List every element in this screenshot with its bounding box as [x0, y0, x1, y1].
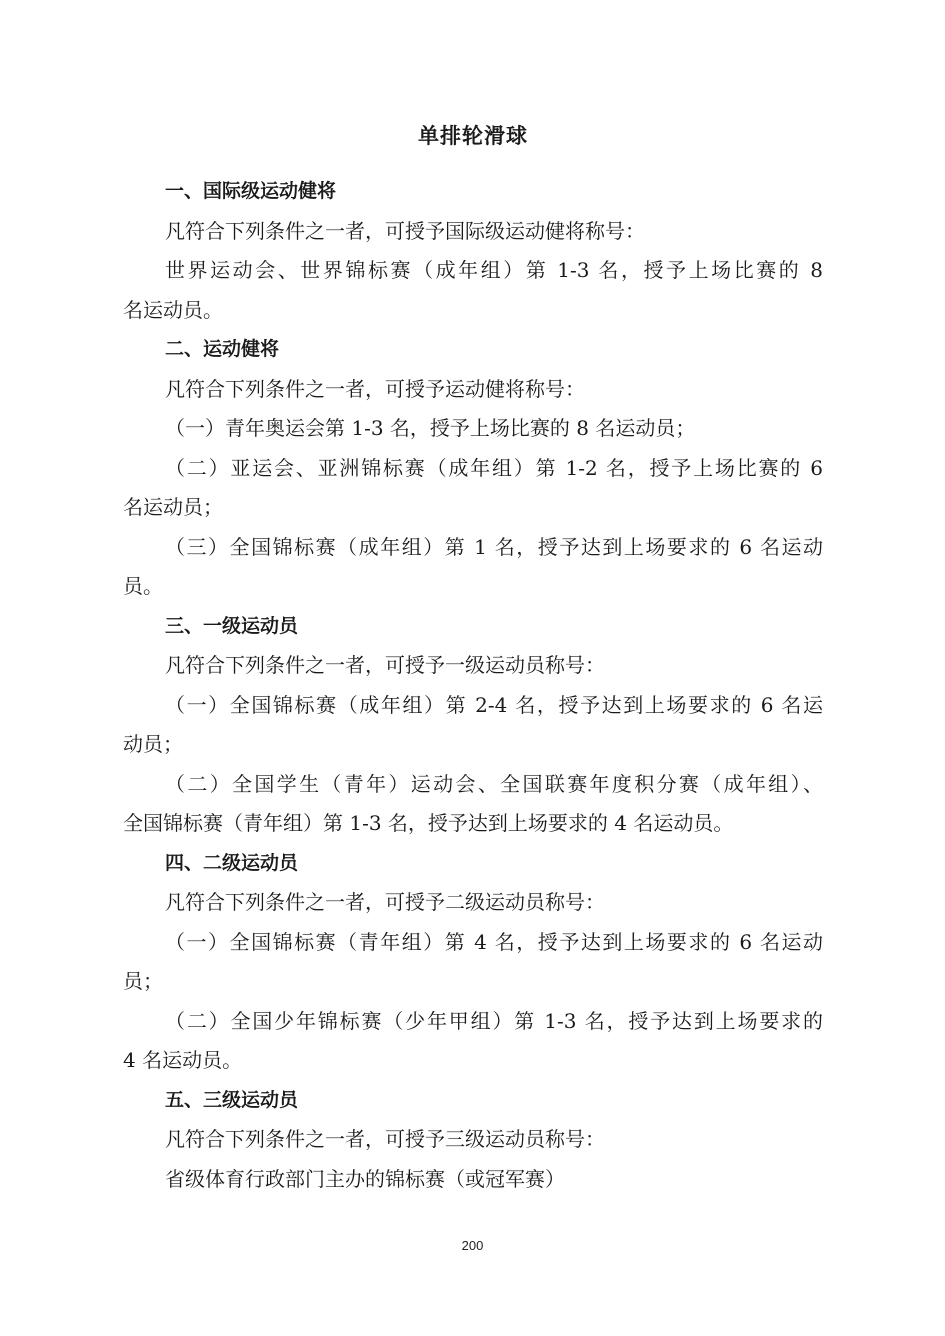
paragraph-continuation: 员；	[123, 969, 163, 993]
paragraph-line: 省级体育行政部门主办的锦标赛（或冠军赛）	[165, 1166, 565, 1191]
paragraph-continuation: 4 名运动员。	[123, 1048, 243, 1072]
page-number: 200	[461, 1238, 484, 1253]
paragraph-line: 世界运动会、世界锦标赛（成年组）第 1-3 名，授予上场比赛的 8	[165, 258, 823, 282]
section-heading: 五、三级运动员	[165, 1088, 299, 1111]
paragraph-continuation: 动员；	[123, 732, 183, 756]
paragraph-line: （二）全国少年锦标赛（少年甲组）第 1-3 名，授予达到上场要求的	[165, 1008, 823, 1033]
paragraph-line: 凡符合下列条件之一者，可授予二级运动员称号：	[165, 890, 605, 914]
paragraph-continuation: 名运动员；	[123, 495, 223, 519]
paragraph-line: 凡符合下列条件之一者，可授予国际级运动健将称号：	[165, 218, 645, 243]
paragraph-line: 凡符合下列条件之一者，可授予一级运动员称号：	[165, 653, 605, 677]
section-heading: 三、一级运动员	[165, 614, 299, 637]
paragraph-line: （二）亚运会、亚洲锦标赛（成年组）第 1-2 名，授予上场比赛的 6	[165, 455, 823, 480]
paragraph-line: （二）全国学生（青年）运动会、全国联赛年度积分赛（成年组）、	[165, 771, 823, 796]
paragraph-line: （一）全国锦标赛（青年组）第 4 名，授予达到上场要求的 6 名运动	[165, 929, 823, 954]
section-heading: 二、运动健将	[165, 338, 280, 360]
section-heading: 四、二级运动员	[165, 851, 299, 874]
section-heading: 一、国际级运动健将	[165, 180, 337, 202]
paragraph-line: 凡符合下列条件之一者，可授予三级运动员称号：	[165, 1127, 605, 1151]
paragraph-continuation: 全国锦标赛（青年组）第 1-3 名，授予达到上场要求的 4 名运动员。	[123, 811, 734, 835]
paragraph-line: 凡符合下列条件之一者，可授予运动健将称号：	[165, 376, 585, 401]
paragraph-continuation: 员。	[123, 574, 163, 598]
document-body	[123, 172, 823, 1199]
paragraph-line: （一）青年奥运会第 1-3 名，授予上场比赛的 8 名运动员；	[165, 416, 696, 440]
document-title: 单排轮滑球	[418, 124, 528, 148]
paragraph-continuation: 名运动员。	[123, 297, 223, 322]
paragraph-line: （一）全国锦标赛（成年组）第 2-4 名，授予达到上场要求的 6 名运	[165, 692, 823, 717]
paragraph-line: （三）全国锦标赛（成年组）第 1 名，授予达到上场要求的 6 名运动	[165, 534, 823, 559]
